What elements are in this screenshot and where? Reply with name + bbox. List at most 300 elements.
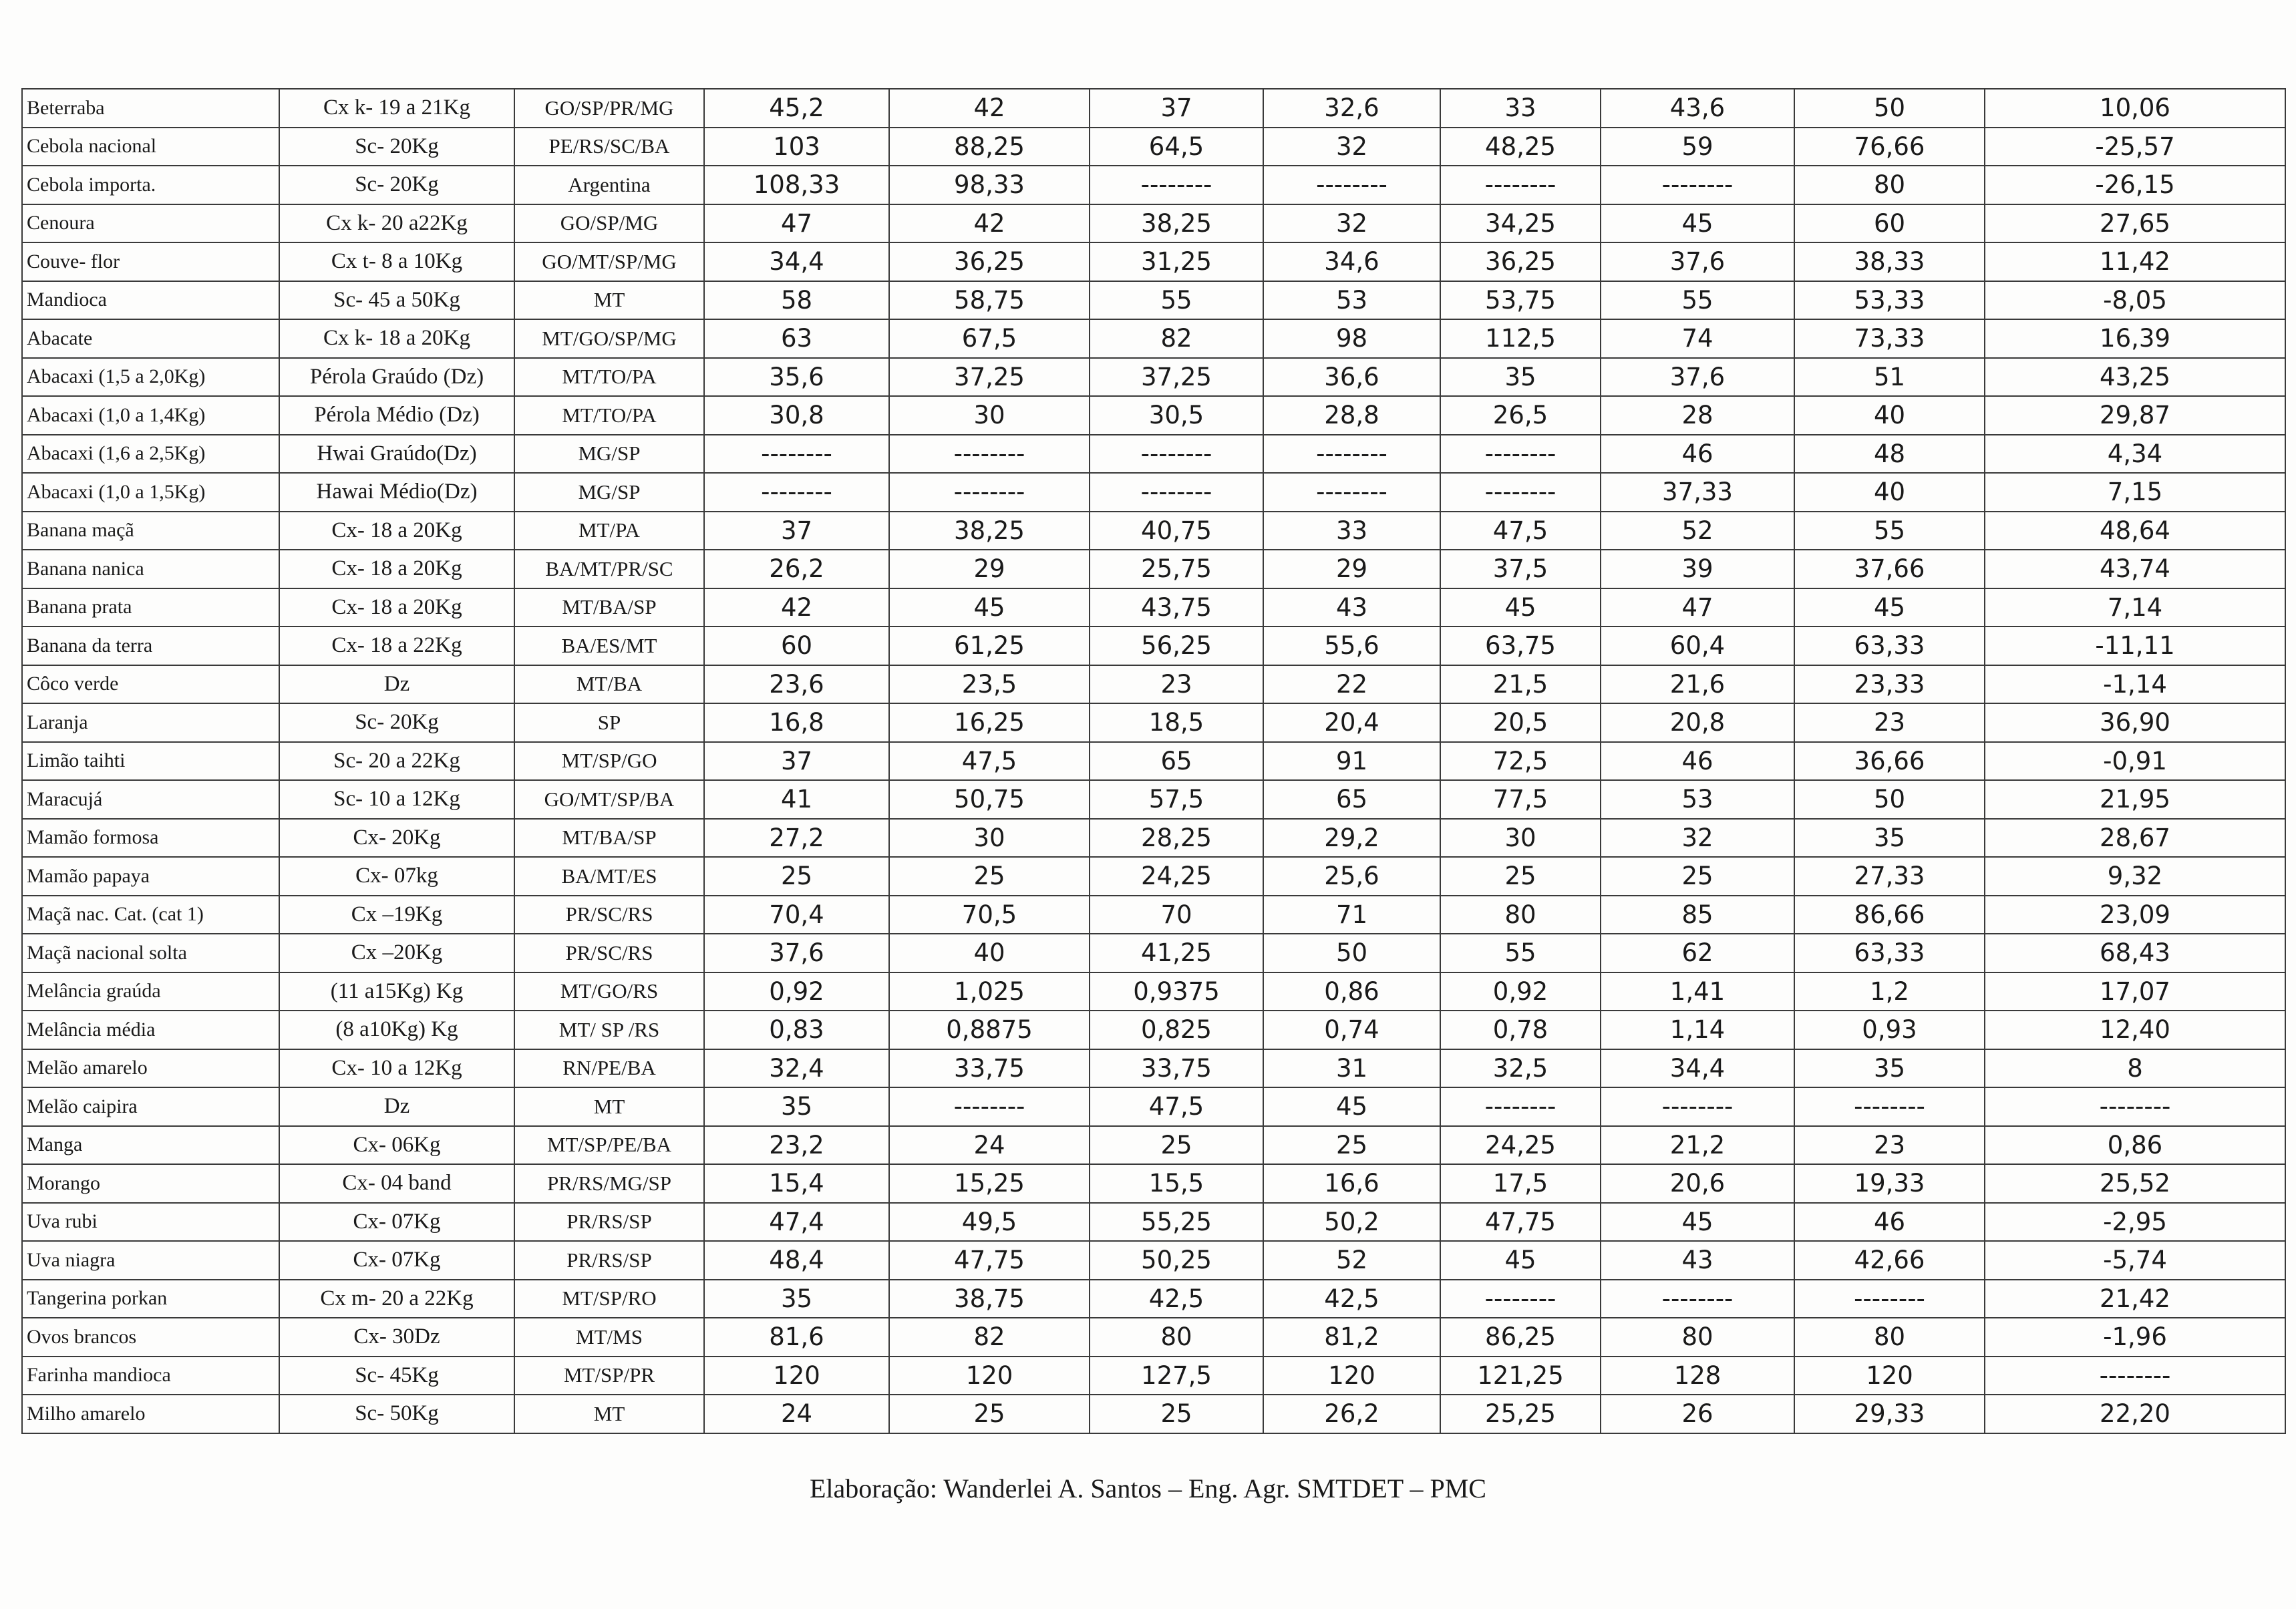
value-cell: 45 bbox=[1794, 588, 1985, 627]
value-cell: -2,95 bbox=[1985, 1203, 2285, 1242]
unit-cell: Sc- 20Kg bbox=[279, 128, 514, 166]
unit-cell: Cx- 10 a 12Kg bbox=[279, 1049, 514, 1088]
value-cell: 35 bbox=[1794, 819, 1985, 858]
value-cell: 37,25 bbox=[1090, 358, 1263, 397]
value-cell: 55 bbox=[1794, 512, 1985, 550]
origin-cell: GO/MT/SP/MG bbox=[514, 242, 704, 281]
value-cell: 29,87 bbox=[1985, 396, 2285, 435]
product-name-cell: Ovos brancos bbox=[22, 1318, 279, 1357]
table-row bbox=[22, 742, 2285, 781]
origin-cell: GO/SP/PR/MG bbox=[514, 89, 704, 128]
value-cell: 0,74 bbox=[1263, 1011, 1440, 1049]
value-cell: 20,6 bbox=[1601, 1164, 1794, 1203]
value-cell: 16,25 bbox=[889, 703, 1090, 742]
table-row bbox=[22, 972, 2285, 1011]
value-cell: -------- bbox=[1090, 435, 1263, 474]
value-cell: 27,33 bbox=[1794, 857, 1985, 896]
value-cell: 16,6 bbox=[1263, 1164, 1440, 1203]
value-cell: 48 bbox=[1794, 435, 1985, 474]
value-cell: 48,64 bbox=[1985, 512, 2285, 550]
value-cell: -------- bbox=[1263, 435, 1440, 474]
product-name-cell: Abacaxi (1,5 a 2,0Kg) bbox=[22, 358, 279, 397]
value-cell: 53,75 bbox=[1440, 281, 1601, 320]
value-cell: 40 bbox=[889, 934, 1090, 972]
value-cell: 20,4 bbox=[1263, 703, 1440, 742]
origin-cell: MT/GO/RS bbox=[514, 972, 704, 1011]
value-cell: 55 bbox=[1601, 281, 1794, 320]
table-row bbox=[22, 358, 2285, 397]
value-cell: 35 bbox=[704, 1087, 889, 1126]
value-cell: 27,65 bbox=[1985, 204, 2285, 243]
value-cell: 86,66 bbox=[1794, 896, 1985, 934]
value-cell: 32 bbox=[1601, 819, 1794, 858]
value-cell: 20,5 bbox=[1440, 703, 1601, 742]
value-cell: 26,2 bbox=[1263, 1395, 1440, 1433]
table-row bbox=[22, 780, 2285, 819]
origin-cell: MT/PA bbox=[514, 512, 704, 550]
value-cell: 63,33 bbox=[1794, 627, 1985, 665]
value-cell: 45 bbox=[1601, 204, 1794, 243]
value-cell: 38,75 bbox=[889, 1280, 1090, 1318]
unit-cell: Cx- 18 a 20Kg bbox=[279, 512, 514, 550]
value-cell: 30 bbox=[889, 396, 1090, 435]
value-cell: 32,5 bbox=[1440, 1049, 1601, 1088]
value-cell: 57,5 bbox=[1090, 780, 1263, 819]
value-cell: 21,2 bbox=[1601, 1126, 1794, 1165]
origin-cell: GO/SP/MG bbox=[514, 204, 704, 243]
value-cell: 59 bbox=[1601, 128, 1794, 166]
table-row bbox=[22, 665, 2285, 704]
origin-cell: SP bbox=[514, 703, 704, 742]
value-cell: 36,25 bbox=[1440, 242, 1601, 281]
table-row bbox=[22, 319, 2285, 358]
price-table-sheet bbox=[21, 88, 2285, 1434]
value-cell: 47 bbox=[704, 204, 889, 243]
unit-cell: Cx k- 19 a 21Kg bbox=[279, 89, 514, 128]
origin-cell: PR/RS/MG/SP bbox=[514, 1164, 704, 1203]
value-cell: 42 bbox=[704, 588, 889, 627]
value-cell: 21,95 bbox=[1985, 780, 2285, 819]
table-row bbox=[22, 1241, 2285, 1280]
value-cell: 42 bbox=[889, 89, 1090, 128]
unit-cell: Dz bbox=[279, 665, 514, 704]
table-row bbox=[22, 1395, 2285, 1433]
value-cell: 9,32 bbox=[1985, 857, 2285, 896]
value-cell: 36,90 bbox=[1985, 703, 2285, 742]
table-row bbox=[22, 473, 2285, 512]
product-name-cell: Melão caipira bbox=[22, 1087, 279, 1126]
value-cell: 58 bbox=[704, 281, 889, 320]
value-cell: 41 bbox=[704, 780, 889, 819]
value-cell: 46 bbox=[1601, 742, 1794, 781]
unit-cell: Sc- 50Kg bbox=[279, 1395, 514, 1433]
value-cell: 23 bbox=[1794, 1126, 1985, 1165]
table-row bbox=[22, 1087, 2285, 1126]
value-cell: 42,66 bbox=[1794, 1241, 1985, 1280]
value-cell: 56,25 bbox=[1090, 627, 1263, 665]
value-cell: 37,6 bbox=[704, 934, 889, 972]
product-name-cell: Banana maçã bbox=[22, 512, 279, 550]
product-name-cell: Tangerina porkan bbox=[22, 1280, 279, 1318]
value-cell: 50,75 bbox=[889, 780, 1090, 819]
value-cell: 25 bbox=[889, 1395, 1090, 1433]
value-cell: 37,33 bbox=[1601, 473, 1794, 512]
value-cell: 1,41 bbox=[1601, 972, 1794, 1011]
value-cell: 68,43 bbox=[1985, 934, 2285, 972]
table-row bbox=[22, 1126, 2285, 1165]
table-row bbox=[22, 166, 2285, 204]
value-cell: 24 bbox=[889, 1126, 1090, 1165]
value-cell: 15,5 bbox=[1090, 1164, 1263, 1203]
table-row bbox=[22, 1203, 2285, 1242]
value-cell: 37,5 bbox=[1440, 550, 1601, 588]
value-cell: 65 bbox=[1090, 742, 1263, 781]
product-name-cell: Côco verde bbox=[22, 665, 279, 704]
value-cell: 70,4 bbox=[704, 896, 889, 934]
value-cell: 32,4 bbox=[704, 1049, 889, 1088]
value-cell: 38,33 bbox=[1794, 242, 1985, 281]
value-cell: 62 bbox=[1601, 934, 1794, 972]
value-cell: 43,75 bbox=[1090, 588, 1263, 627]
value-cell: 71 bbox=[1263, 896, 1440, 934]
value-cell: 103 bbox=[704, 128, 889, 166]
value-cell: 17,5 bbox=[1440, 1164, 1601, 1203]
table-row bbox=[22, 1318, 2285, 1357]
value-cell: 50,25 bbox=[1090, 1241, 1263, 1280]
value-cell: 37,25 bbox=[889, 358, 1090, 397]
value-cell: 52 bbox=[1601, 512, 1794, 550]
value-cell: -------- bbox=[1440, 1280, 1601, 1318]
value-cell: 37 bbox=[704, 742, 889, 781]
price-table-body bbox=[22, 89, 2285, 1433]
value-cell: 38,25 bbox=[1090, 204, 1263, 243]
table-row bbox=[22, 588, 2285, 627]
value-cell: 45 bbox=[1440, 588, 1601, 627]
value-cell: 85 bbox=[1601, 896, 1794, 934]
value-cell: -------- bbox=[1440, 435, 1601, 474]
origin-cell: MT bbox=[514, 1087, 704, 1126]
origin-cell: MT/MS bbox=[514, 1318, 704, 1357]
unit-cell: Cx –20Kg bbox=[279, 934, 514, 972]
value-cell: 45 bbox=[1263, 1087, 1440, 1126]
value-cell: 8 bbox=[1985, 1049, 2285, 1088]
unit-cell: Cx- 07Kg bbox=[279, 1203, 514, 1242]
value-cell: 86,25 bbox=[1440, 1318, 1601, 1357]
value-cell: 33,75 bbox=[889, 1049, 1090, 1088]
value-cell: 35,6 bbox=[704, 358, 889, 397]
value-cell: 120 bbox=[1794, 1357, 1985, 1395]
table-row bbox=[22, 1049, 2285, 1088]
value-cell: 45 bbox=[889, 588, 1090, 627]
origin-cell: GO/MT/SP/BA bbox=[514, 780, 704, 819]
value-cell: 0,92 bbox=[704, 972, 889, 1011]
value-cell: -------- bbox=[1440, 166, 1601, 204]
value-cell: 41,25 bbox=[1090, 934, 1263, 972]
unit-cell: Sc- 45Kg bbox=[279, 1357, 514, 1395]
product-name-cell: Uva rubi bbox=[22, 1203, 279, 1242]
origin-cell: BA/MT/ES bbox=[514, 857, 704, 896]
value-cell: -------- bbox=[1601, 166, 1794, 204]
value-cell: 25,25 bbox=[1440, 1395, 1601, 1433]
value-cell: 30 bbox=[889, 819, 1090, 858]
value-cell: 20,8 bbox=[1601, 703, 1794, 742]
unit-cell: Cx- 18 a 20Kg bbox=[279, 588, 514, 627]
unit-cell: Hawai Médio(Dz) bbox=[279, 473, 514, 512]
origin-cell: BA/ES/MT bbox=[514, 627, 704, 665]
unit-cell: Cx- 18 a 22Kg bbox=[279, 627, 514, 665]
value-cell: 23 bbox=[1090, 665, 1263, 704]
value-cell: 81,2 bbox=[1263, 1318, 1440, 1357]
value-cell: 1,025 bbox=[889, 972, 1090, 1011]
value-cell: 34,4 bbox=[704, 242, 889, 281]
value-cell: 80 bbox=[1601, 1318, 1794, 1357]
origin-cell: RN/PE/BA bbox=[514, 1049, 704, 1088]
product-name-cell: Melância média bbox=[22, 1011, 279, 1049]
value-cell: 48,4 bbox=[704, 1241, 889, 1280]
value-cell: -------- bbox=[889, 473, 1090, 512]
value-cell: 27,2 bbox=[704, 819, 889, 858]
value-cell: 24 bbox=[704, 1395, 889, 1433]
origin-cell: PR/SC/RS bbox=[514, 934, 704, 972]
unit-cell: Cx- 30Dz bbox=[279, 1318, 514, 1357]
value-cell: 120 bbox=[704, 1357, 889, 1395]
table-row bbox=[22, 857, 2285, 896]
value-cell: 1,14 bbox=[1601, 1011, 1794, 1049]
product-name-cell: Farinha mandioca bbox=[22, 1357, 279, 1395]
value-cell: 63,33 bbox=[1794, 934, 1985, 972]
table-row bbox=[22, 1164, 2285, 1203]
value-cell: 23,6 bbox=[704, 665, 889, 704]
table-row bbox=[22, 550, 2285, 588]
value-cell: 35 bbox=[1440, 358, 1601, 397]
value-cell: 24,25 bbox=[1090, 857, 1263, 896]
value-cell: 128 bbox=[1601, 1357, 1794, 1395]
value-cell: 58,75 bbox=[889, 281, 1090, 320]
unit-cell: Sc- 20 a 22Kg bbox=[279, 742, 514, 781]
value-cell: 46 bbox=[1601, 435, 1794, 474]
value-cell: 0,8875 bbox=[889, 1011, 1090, 1049]
value-cell: 120 bbox=[889, 1357, 1090, 1395]
value-cell: 31,25 bbox=[1090, 242, 1263, 281]
value-cell: 21,42 bbox=[1985, 1280, 2285, 1318]
value-cell: -------- bbox=[1794, 1087, 1985, 1126]
value-cell: 60 bbox=[704, 627, 889, 665]
table-row bbox=[22, 512, 2285, 550]
value-cell: -------- bbox=[704, 473, 889, 512]
unit-cell: Cx- 20Kg bbox=[279, 819, 514, 858]
value-cell: 60 bbox=[1794, 204, 1985, 243]
value-cell: 23,2 bbox=[704, 1126, 889, 1165]
value-cell: 47,75 bbox=[889, 1241, 1090, 1280]
value-cell: 55 bbox=[1090, 281, 1263, 320]
value-cell: 35 bbox=[1794, 1049, 1985, 1088]
value-cell: 23,33 bbox=[1794, 665, 1985, 704]
value-cell: 29,2 bbox=[1263, 819, 1440, 858]
value-cell: 28,8 bbox=[1263, 396, 1440, 435]
value-cell: 40 bbox=[1794, 473, 1985, 512]
value-cell: -------- bbox=[889, 435, 1090, 474]
origin-cell: PR/SC/RS bbox=[514, 896, 704, 934]
value-cell: 25 bbox=[1090, 1395, 1263, 1433]
value-cell: 77,5 bbox=[1440, 780, 1601, 819]
value-cell: -1,96 bbox=[1985, 1318, 2285, 1357]
value-cell: 64,5 bbox=[1090, 128, 1263, 166]
value-cell: 43 bbox=[1263, 588, 1440, 627]
value-cell: -26,15 bbox=[1985, 166, 2285, 204]
product-name-cell: Milho amarelo bbox=[22, 1395, 279, 1433]
value-cell: 63 bbox=[704, 319, 889, 358]
value-cell: 108,33 bbox=[704, 166, 889, 204]
unit-cell: Dz bbox=[279, 1087, 514, 1126]
product-name-cell: Cebola importa. bbox=[22, 166, 279, 204]
value-cell: 0,86 bbox=[1985, 1126, 2285, 1165]
value-cell: 67,5 bbox=[889, 319, 1090, 358]
table-row bbox=[22, 819, 2285, 858]
origin-cell: PR/RS/SP bbox=[514, 1203, 704, 1242]
value-cell: 25,52 bbox=[1985, 1164, 2285, 1203]
value-cell: 55,6 bbox=[1263, 627, 1440, 665]
value-cell: 18,5 bbox=[1090, 703, 1263, 742]
origin-cell: PR/RS/SP bbox=[514, 1241, 704, 1280]
value-cell: 15,4 bbox=[704, 1164, 889, 1203]
value-cell: 50,2 bbox=[1263, 1203, 1440, 1242]
value-cell: 33,75 bbox=[1090, 1049, 1263, 1088]
value-cell: 28,67 bbox=[1985, 819, 2285, 858]
value-cell: 74 bbox=[1601, 319, 1794, 358]
origin-cell: MT/SP/PR bbox=[514, 1357, 704, 1395]
value-cell: 0,93 bbox=[1794, 1011, 1985, 1049]
value-cell: 29 bbox=[1263, 550, 1440, 588]
value-cell: 36,25 bbox=[889, 242, 1090, 281]
value-cell: -5,74 bbox=[1985, 1241, 2285, 1280]
value-cell: 80 bbox=[1794, 166, 1985, 204]
product-name-cell: Maçã nac. Cat. (cat 1) bbox=[22, 896, 279, 934]
origin-cell: MT/TO/PA bbox=[514, 358, 704, 397]
origin-cell: MT/SP/GO bbox=[514, 742, 704, 781]
value-cell: 39 bbox=[1601, 550, 1794, 588]
value-cell: 26 bbox=[1601, 1395, 1794, 1433]
value-cell: 37 bbox=[1090, 89, 1263, 128]
value-cell: 50 bbox=[1794, 89, 1985, 128]
value-cell: 88,25 bbox=[889, 128, 1090, 166]
value-cell: 23,09 bbox=[1985, 896, 2285, 934]
origin-cell: Argentina bbox=[514, 166, 704, 204]
value-cell: 43,74 bbox=[1985, 550, 2285, 588]
product-name-cell: Abacaxi (1,0 a 1,4Kg) bbox=[22, 396, 279, 435]
value-cell: 25 bbox=[704, 857, 889, 896]
value-cell: 37,6 bbox=[1601, 242, 1794, 281]
product-name-cell: Banana prata bbox=[22, 588, 279, 627]
value-cell: -0,91 bbox=[1985, 742, 2285, 781]
unit-cell: Cx –19Kg bbox=[279, 896, 514, 934]
value-cell: 42,5 bbox=[1263, 1280, 1440, 1318]
value-cell: 0,825 bbox=[1090, 1011, 1263, 1049]
value-cell: 76,66 bbox=[1794, 128, 1985, 166]
value-cell: 30,8 bbox=[704, 396, 889, 435]
value-cell: 49,5 bbox=[889, 1203, 1090, 1242]
value-cell: 0,83 bbox=[704, 1011, 889, 1049]
value-cell: 47,4 bbox=[704, 1203, 889, 1242]
value-cell: 4,34 bbox=[1985, 435, 2285, 474]
value-cell: 0,92 bbox=[1440, 972, 1601, 1011]
table-row bbox=[22, 396, 2285, 435]
value-cell: -------- bbox=[889, 1087, 1090, 1126]
value-cell: 32 bbox=[1263, 204, 1440, 243]
value-cell: 25,6 bbox=[1263, 857, 1440, 896]
value-cell: 121,25 bbox=[1440, 1357, 1601, 1395]
value-cell: 24,25 bbox=[1440, 1126, 1601, 1165]
value-cell: 15,25 bbox=[889, 1164, 1090, 1203]
product-name-cell: Cebola nacional bbox=[22, 128, 279, 166]
unit-cell: (8 a10Kg) Kg bbox=[279, 1011, 514, 1049]
table-row bbox=[22, 627, 2285, 665]
value-cell: 25 bbox=[1263, 1126, 1440, 1165]
origin-cell: MT bbox=[514, 1395, 704, 1433]
unit-cell: Cx- 04 band bbox=[279, 1164, 514, 1203]
value-cell: 80 bbox=[1794, 1318, 1985, 1357]
value-cell: 55 bbox=[1440, 934, 1601, 972]
table-row bbox=[22, 242, 2285, 281]
value-cell: 36,66 bbox=[1794, 742, 1985, 781]
product-name-cell: Morango bbox=[22, 1164, 279, 1203]
value-cell: 52 bbox=[1263, 1241, 1440, 1280]
value-cell: 34,4 bbox=[1601, 1049, 1794, 1088]
value-cell: 22 bbox=[1263, 665, 1440, 704]
value-cell: -------- bbox=[1440, 473, 1601, 512]
value-cell: 36,6 bbox=[1263, 358, 1440, 397]
value-cell: -------- bbox=[1090, 166, 1263, 204]
value-cell: 1,2 bbox=[1794, 972, 1985, 1011]
value-cell: 17,07 bbox=[1985, 972, 2285, 1011]
value-cell: 47 bbox=[1601, 588, 1794, 627]
unit-cell: Sc- 10 a 12Kg bbox=[279, 780, 514, 819]
value-cell: 70,5 bbox=[889, 896, 1090, 934]
value-cell: 21,5 bbox=[1440, 665, 1601, 704]
value-cell: 23 bbox=[1794, 703, 1985, 742]
table-row bbox=[22, 128, 2285, 166]
value-cell: 65 bbox=[1263, 780, 1440, 819]
value-cell: 45 bbox=[1601, 1203, 1794, 1242]
unit-cell: Cx- 07kg bbox=[279, 857, 514, 896]
value-cell: 82 bbox=[889, 1318, 1090, 1357]
value-cell: 45,2 bbox=[704, 89, 889, 128]
unit-cell: Pérola Graúdo (Dz) bbox=[279, 358, 514, 397]
value-cell: 53 bbox=[1601, 780, 1794, 819]
value-cell: 42,5 bbox=[1090, 1280, 1263, 1318]
value-cell: 11,42 bbox=[1985, 242, 2285, 281]
table-row bbox=[22, 703, 2285, 742]
unit-cell: Hwai Graúdo(Dz) bbox=[279, 435, 514, 474]
value-cell: 25 bbox=[889, 857, 1090, 896]
value-cell: 45 bbox=[1440, 1241, 1601, 1280]
origin-cell: MT/TO/PA bbox=[514, 396, 704, 435]
table-row bbox=[22, 896, 2285, 934]
origin-cell: MT/BA bbox=[514, 665, 704, 704]
value-cell: -------- bbox=[1601, 1280, 1794, 1318]
value-cell: -------- bbox=[1601, 1087, 1794, 1126]
value-cell: 10,06 bbox=[1985, 89, 2285, 128]
value-cell: -------- bbox=[1985, 1357, 2285, 1395]
value-cell: -11,11 bbox=[1985, 627, 2285, 665]
unit-cell: (11 a15Kg) Kg bbox=[279, 972, 514, 1011]
unit-cell: Cx- 18 a 20Kg bbox=[279, 550, 514, 588]
product-name-cell: Couve- flor bbox=[22, 242, 279, 281]
value-cell: -------- bbox=[1263, 473, 1440, 512]
origin-cell: MT bbox=[514, 281, 704, 320]
unit-cell: Sc- 20Kg bbox=[279, 166, 514, 204]
value-cell: 46 bbox=[1794, 1203, 1985, 1242]
value-cell: 48,25 bbox=[1440, 128, 1601, 166]
